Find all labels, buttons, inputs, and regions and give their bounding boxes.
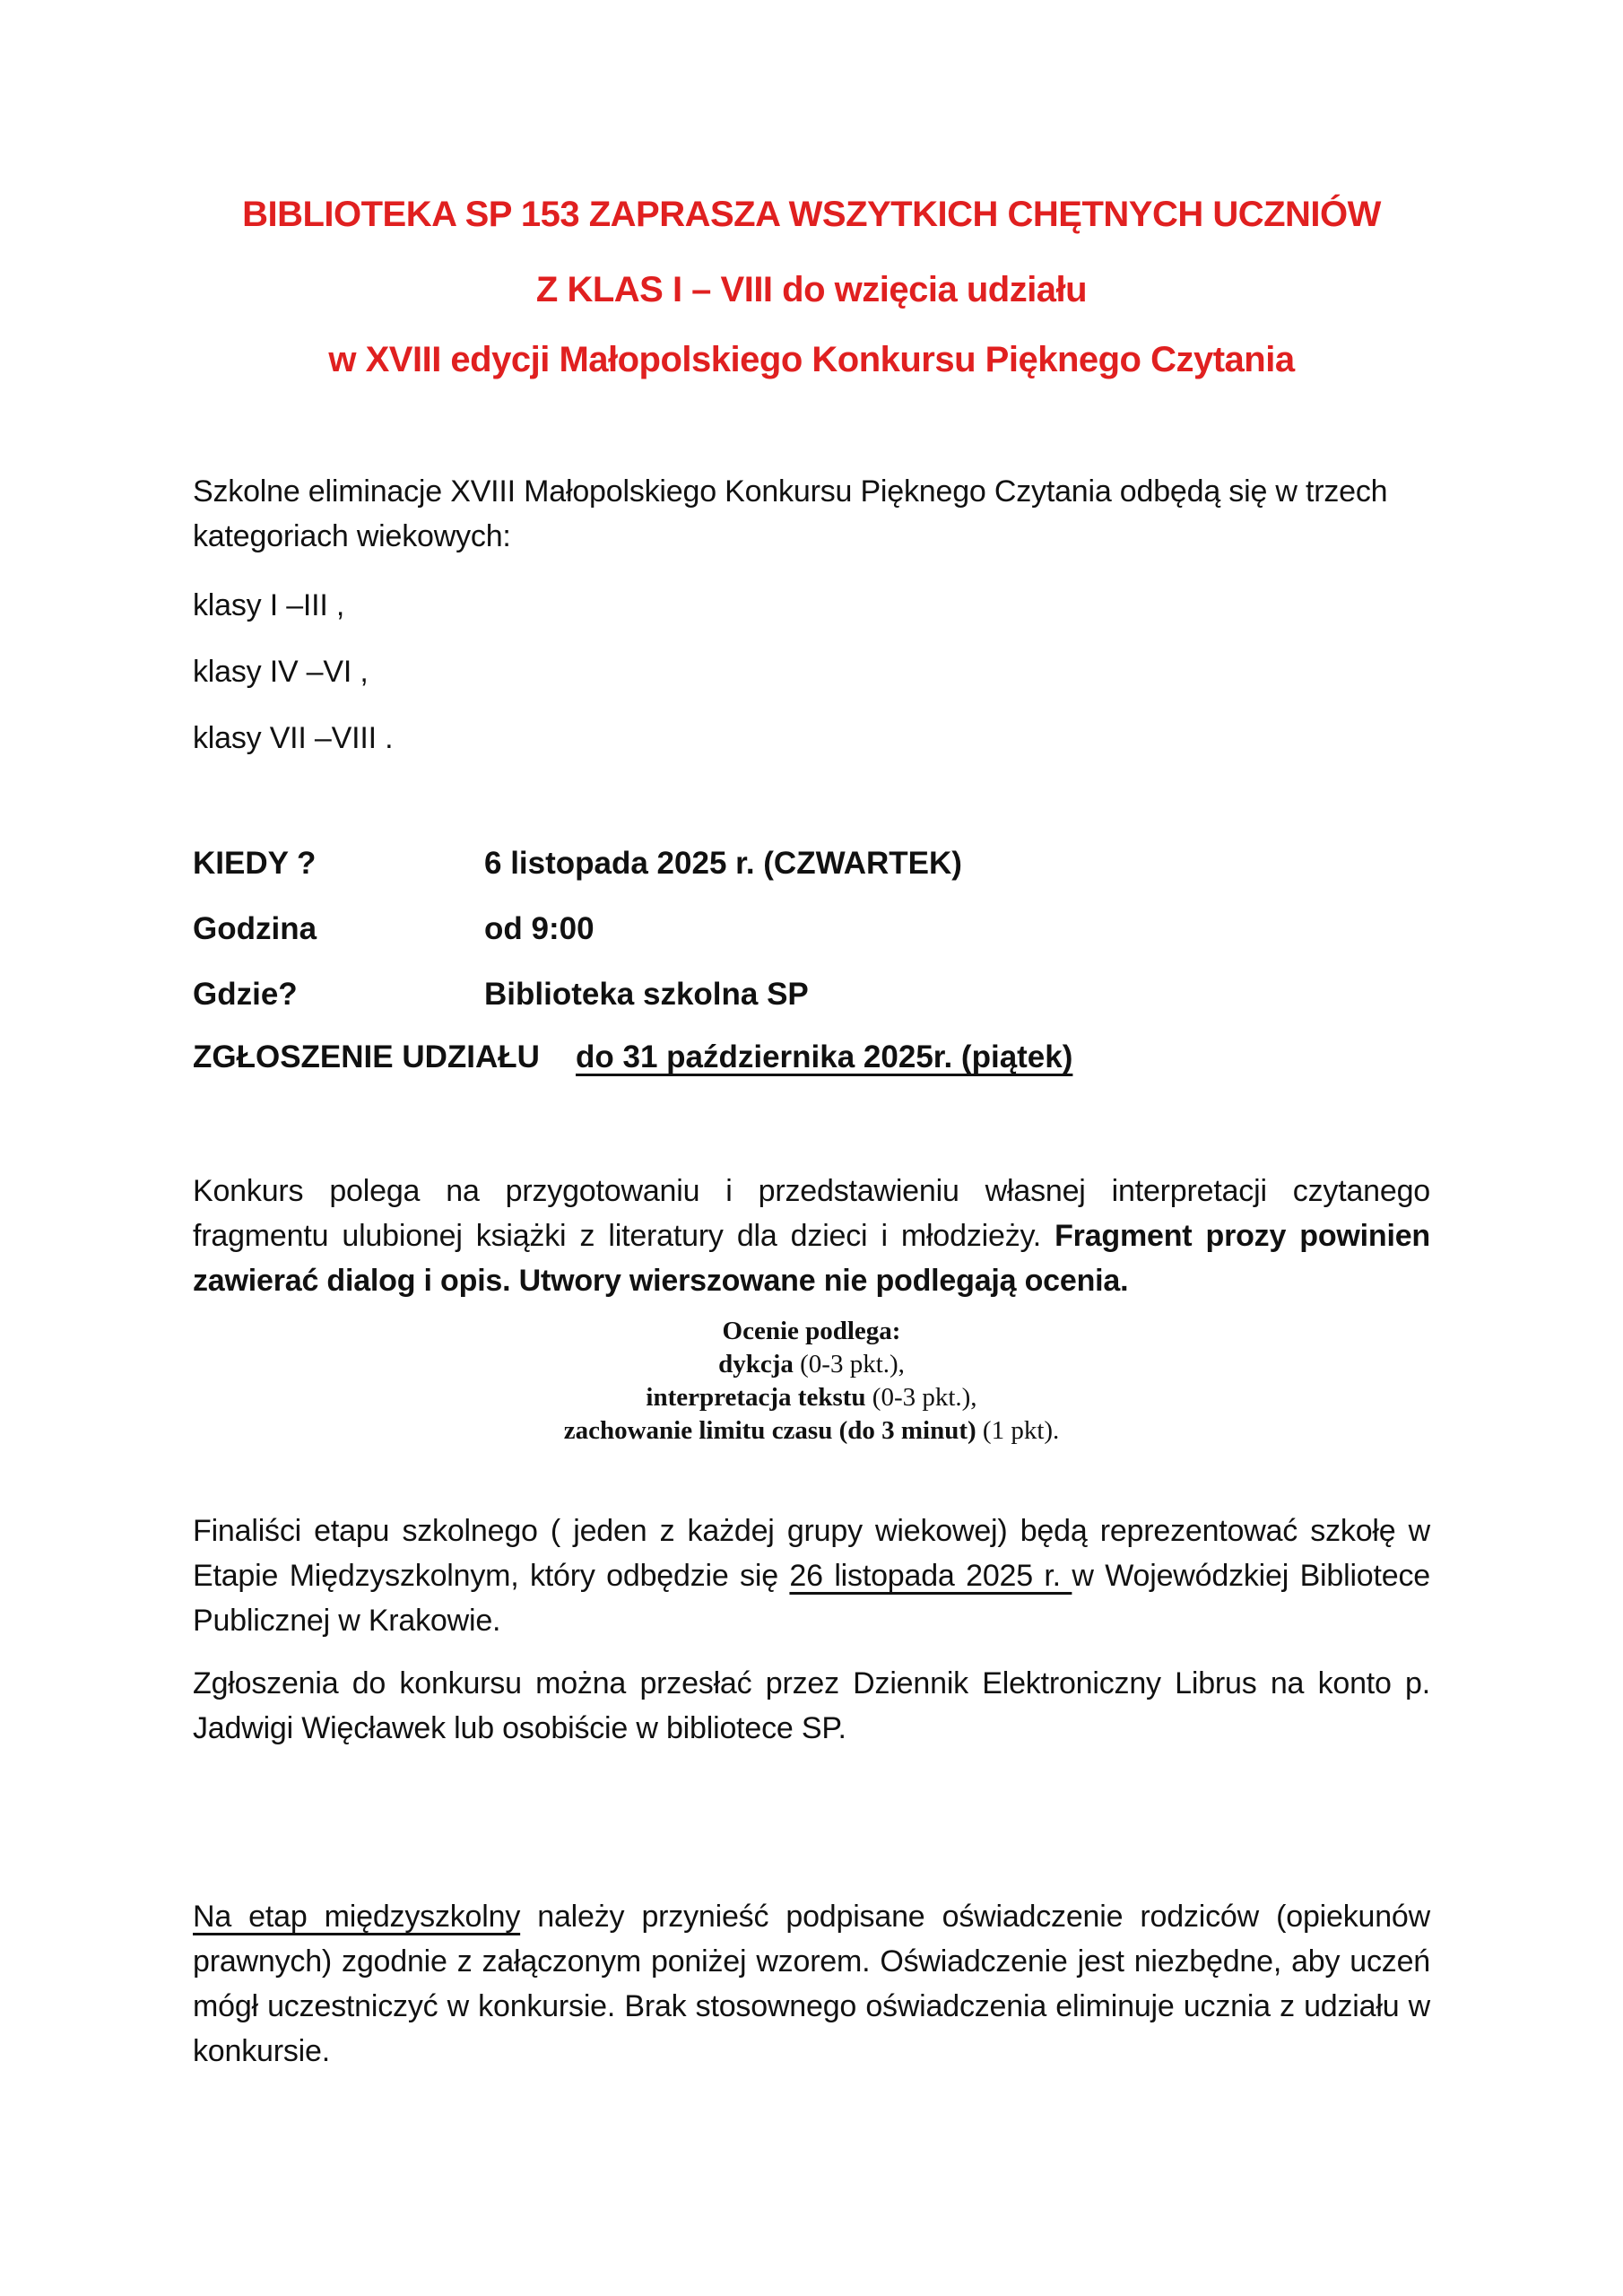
detail-label: Godzina xyxy=(193,911,317,946)
statement-underlined: Na etap międzyszkolny xyxy=(193,1900,521,1934)
scoring-block xyxy=(0,1315,1623,1448)
category-line: klasy I –III , xyxy=(193,588,345,622)
scoring-points: (1 pkt). xyxy=(976,1416,1060,1445)
category-line: klasy VII –VIII . xyxy=(193,721,394,755)
contest-description-paragraph xyxy=(193,1169,1430,1303)
title-line-1: BIBLIOTEKA SP 153 ZAPRASZA WSZYTKICH CHĘTNYCH UCZNIÓW xyxy=(242,195,1381,234)
contest-description-regular: Konkurs polega na przygotowaniu i przedstawieniu własnej interpretacji czytanego fragmentu ulubionej książki z literatury dla dzieci i młodzieży. xyxy=(193,1174,1430,1253)
detail-label: KIEDY ? xyxy=(193,846,317,881)
detail-label: ZGŁOSZENIE UDZIAŁU xyxy=(193,1039,540,1074)
detail-row-registration xyxy=(193,1035,1430,1080)
finalists-part1: Finaliści etapu szkolnego ( jeden z każdej grupy wiekowej) będą reprezentować szkołę w Etapie Międzyszkolnym, który odbędzie się xyxy=(193,1514,1430,1593)
detail-label: Gdzie? xyxy=(193,977,298,1012)
finalists-paragraph xyxy=(193,1509,1430,1643)
detail-value-deadline: do 31 października 2025r. (piątek) xyxy=(576,1039,1073,1074)
scoring-criterion: interpretacja tekstu xyxy=(646,1383,866,1412)
finalists-date-underlined: 26 listopada 2025 r. xyxy=(789,1559,1072,1593)
detail-value: 6 listopada 2025 r. (CZWARTEK) xyxy=(484,846,962,881)
title-line-3: w XVIII edycji Małopolskiego Konkursu Pięknego Czytania xyxy=(328,340,1295,379)
detail-row-where xyxy=(193,972,1430,1017)
scoring-points: (0-3 pkt.), xyxy=(793,1350,905,1378)
scoring-points: (0-3 pkt.), xyxy=(865,1383,977,1412)
scoring-item xyxy=(0,1381,1623,1414)
finalists-part2: w Wojewódzkiej Bibliotece Publicznej w Krakowie. xyxy=(193,1559,1430,1638)
statement-paragraph xyxy=(193,1894,1430,2074)
detail-row-hour xyxy=(193,907,1430,952)
intro-paragraph: Szkolne eliminacje XVIII Małopolskiego Konkursu Pięknego Czytania odbędą się w trzech kategoriach wiekowych: xyxy=(193,474,1388,553)
detail-row-when xyxy=(193,841,1430,886)
category-line: klasy IV –VI , xyxy=(193,655,369,689)
scoring-item xyxy=(0,1348,1623,1381)
detail-value: Biblioteka szkolna SP xyxy=(484,977,809,1012)
scoring-item xyxy=(0,1414,1623,1448)
title-line-2: Z KLAS I – VIII do wzięcia udziału xyxy=(535,270,1088,309)
detail-value: od 9:00 xyxy=(484,911,595,946)
statement-part2: należy przynieść podpisane oświadczenie rodziców (opiekunów prawnych) zgodnie z załączonym poniżej wzorem. Oświadczenie jest niezbędne, aby uczeń mógł uczestniczyć w konkursie. Brak stosownego oświadczenia eliminuje ucznia z udziału w konkursie. xyxy=(193,1900,1430,2068)
contest-description-bold: Fragment prozy powinien zawierać dialog i opis. Utwory wierszowane nie podlegają ocenia. xyxy=(193,1219,1430,1298)
scoring-criterion: zachowanie limitu czasu (do 3 minut) xyxy=(563,1416,976,1445)
scoring-heading: Ocenie podlega: xyxy=(722,1317,901,1345)
scoring-criterion: dykcja xyxy=(718,1350,794,1378)
submissions-paragraph: Zgłoszenia do konkursu można przesłać przez Dziennik Elektroniczny Librus na konto p. Jadwigi Więcławek lub osobiście w bibliotece SP. xyxy=(193,1666,1430,1745)
